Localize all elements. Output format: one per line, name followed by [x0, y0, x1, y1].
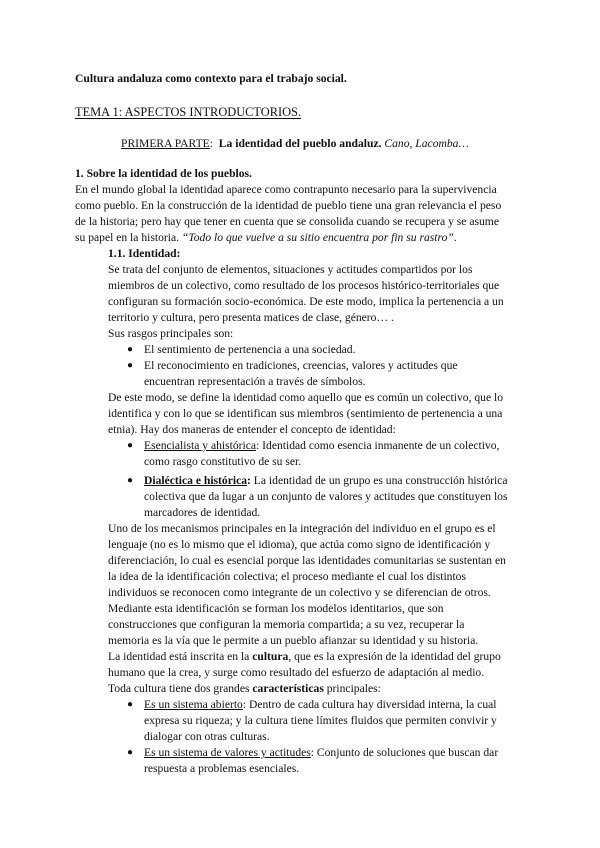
section-1-line: de la historia; pero hay que tener en cuenta que se consolida cuando se recupera y se asume [75, 215, 499, 228]
paragraph-line: Sus rasgos principales son: [108, 327, 234, 340]
bullet-text: marcadores de identidad. [144, 506, 261, 519]
bullet-icon: ● [127, 699, 134, 710]
part-label: PRIMERA PARTE [121, 137, 210, 150]
quote: “Todo lo que vuelve a su sitio encuentra por fin su rastro” [181, 231, 454, 244]
paragraph-line: Uno de los mecanismos principales en la integración del individuo en el grupo es el [108, 522, 496, 535]
paragraph-line: miembros de un colectivo, como resultado de los procesos histórico-territoriales que [108, 279, 500, 292]
paragraph-line: construcciones que configuran la memoria compartida; a su vez, recuperar la [108, 618, 465, 631]
section-1-title: 1. Sobre la identidad de los pueblos. [75, 167, 252, 180]
bullet-text: expresa su riqueza; y la cultura tiene límites fluidos que permiten convivir y [144, 714, 497, 727]
bullet-text: Es un sistema de valores y actitudes: Conjunto de soluciones que buscan dar [144, 746, 499, 759]
paragraph-line: identifica y con lo que se identifican sus miembros (sentimiento de pertenencia a una [108, 407, 503, 420]
bullet-icon: ● [127, 344, 134, 355]
section-1-line: su papel en la historia. “Todo lo que vuelve a su sitio encuentra por fin su rastro”. [75, 231, 457, 244]
bullet-text: dialogar con otras culturas. [144, 730, 270, 743]
paragraph-line: Se trata del conjunto de elementos, situaciones y actitudes compartidos por los [108, 263, 473, 276]
term-sistema-valores: Es un sistema de valores y actitudes [144, 746, 311, 759]
term-esencialista: Esencialista y ahistórica [144, 439, 257, 452]
paragraph-line: memoria es la vía que le permite a un pueblo afianzar su identidad y su historia. [108, 634, 479, 647]
bullet-text: como rasgo constitutivo de su ser. [144, 455, 302, 468]
bullet-icon: ● [127, 360, 134, 371]
paragraph-line: diferenciación, lo cual es esencial porque las identidades comunitarias se sustentan en [108, 554, 506, 567]
bullet-text: Dialéctica e histórica: La identidad de un grupo es una construcción histórica [144, 474, 508, 487]
section-1-line: En el mundo global la identidad aparece como contrapunto necesario para la supervivencia [75, 183, 497, 196]
bullet-text: colectiva que da lugar a un conjunto de valores y actitudes que constituyen los [144, 490, 508, 503]
document-title: Cultura andaluza como contexto para el trabajo social. [75, 72, 347, 85]
bullet-text: El sentimiento de pertenencia a una sociedad. [144, 343, 356, 356]
bullet-text: Es un sistema abierto: Dentro de cada cultura hay diversidad interna, la cual [144, 698, 497, 711]
part-heading: PRIMERA PARTE: La identidad del pueblo andaluz. Cano, Lacomba… [121, 137, 469, 150]
paragraph-line: De este modo, se define la identidad como aquello que es común un colectivo, que lo [108, 391, 504, 404]
paragraph-line: territorio y cultura, pero presenta matices de clase, género… . [108, 311, 394, 324]
paragraph-line: Mediante esta identificación se forman los modelos identitarios, que son [108, 602, 444, 615]
bullet-icon: ● [127, 440, 134, 451]
part-title: La identidad del pueblo andaluz. [218, 137, 382, 150]
tema-heading: TEMA 1: ASPECTOS INTRODUCTORIOS. [75, 105, 302, 119]
term-cultura: cultura [252, 650, 289, 663]
bullet-icon: ● [127, 747, 134, 758]
paragraph-line: individuos se reconocen como integrante de un colectivo y se diferencian de otros. [108, 586, 491, 599]
paragraph-line: la idea de la identificación colectiva; el proceso mediante el cual los distintos [108, 570, 466, 583]
paragraph-line: humano que la crea, y surge como resultado del esfuerzo de adaptación al medio. [108, 666, 485, 679]
bullet-icon: ● [127, 475, 134, 486]
paragraph-line: etnia). Hay dos maneras de entender el concepto de identidad: [108, 423, 396, 436]
term-dialectica: Dialéctica e histórica [144, 474, 248, 487]
bullet-text: respuesta a problemas esenciales. [144, 762, 300, 775]
term-sistema-abierto: Es un sistema abierto [144, 698, 243, 711]
paragraph-line: La identidad está inscrita en la cultura, que es la expresión de la identidad del grupo [108, 650, 501, 663]
term-caracteristicas: características [252, 682, 324, 695]
paragraph-line: Toda cultura tiene dos grandes características principales: [108, 682, 381, 695]
section-1-line: como pueblo. En la construcción de la identidad de pueblo tiene una gran relevancia el peso [75, 199, 502, 212]
subsection-1-1-title: 1.1. Identidad: [108, 247, 181, 260]
paragraph-line: configuran su formación socio-económica. De este modo, implica la pertenencia a un [108, 295, 504, 308]
bullet-text: encuentran representación a través de símbolos. [144, 375, 366, 388]
bullet-text: Esencialista y ahistórica: Identidad como esencia inmanente de un colectivo, [144, 439, 500, 452]
paragraph-line: lenguaje (no es lo mismo que el idioma), que actúa como signo de identificación y [108, 538, 491, 551]
part-authors: Cano, Lacomba… [384, 137, 469, 150]
bullet-text: El reconocimiento en tradiciones, creencias, valores y actitudes que [144, 359, 458, 372]
